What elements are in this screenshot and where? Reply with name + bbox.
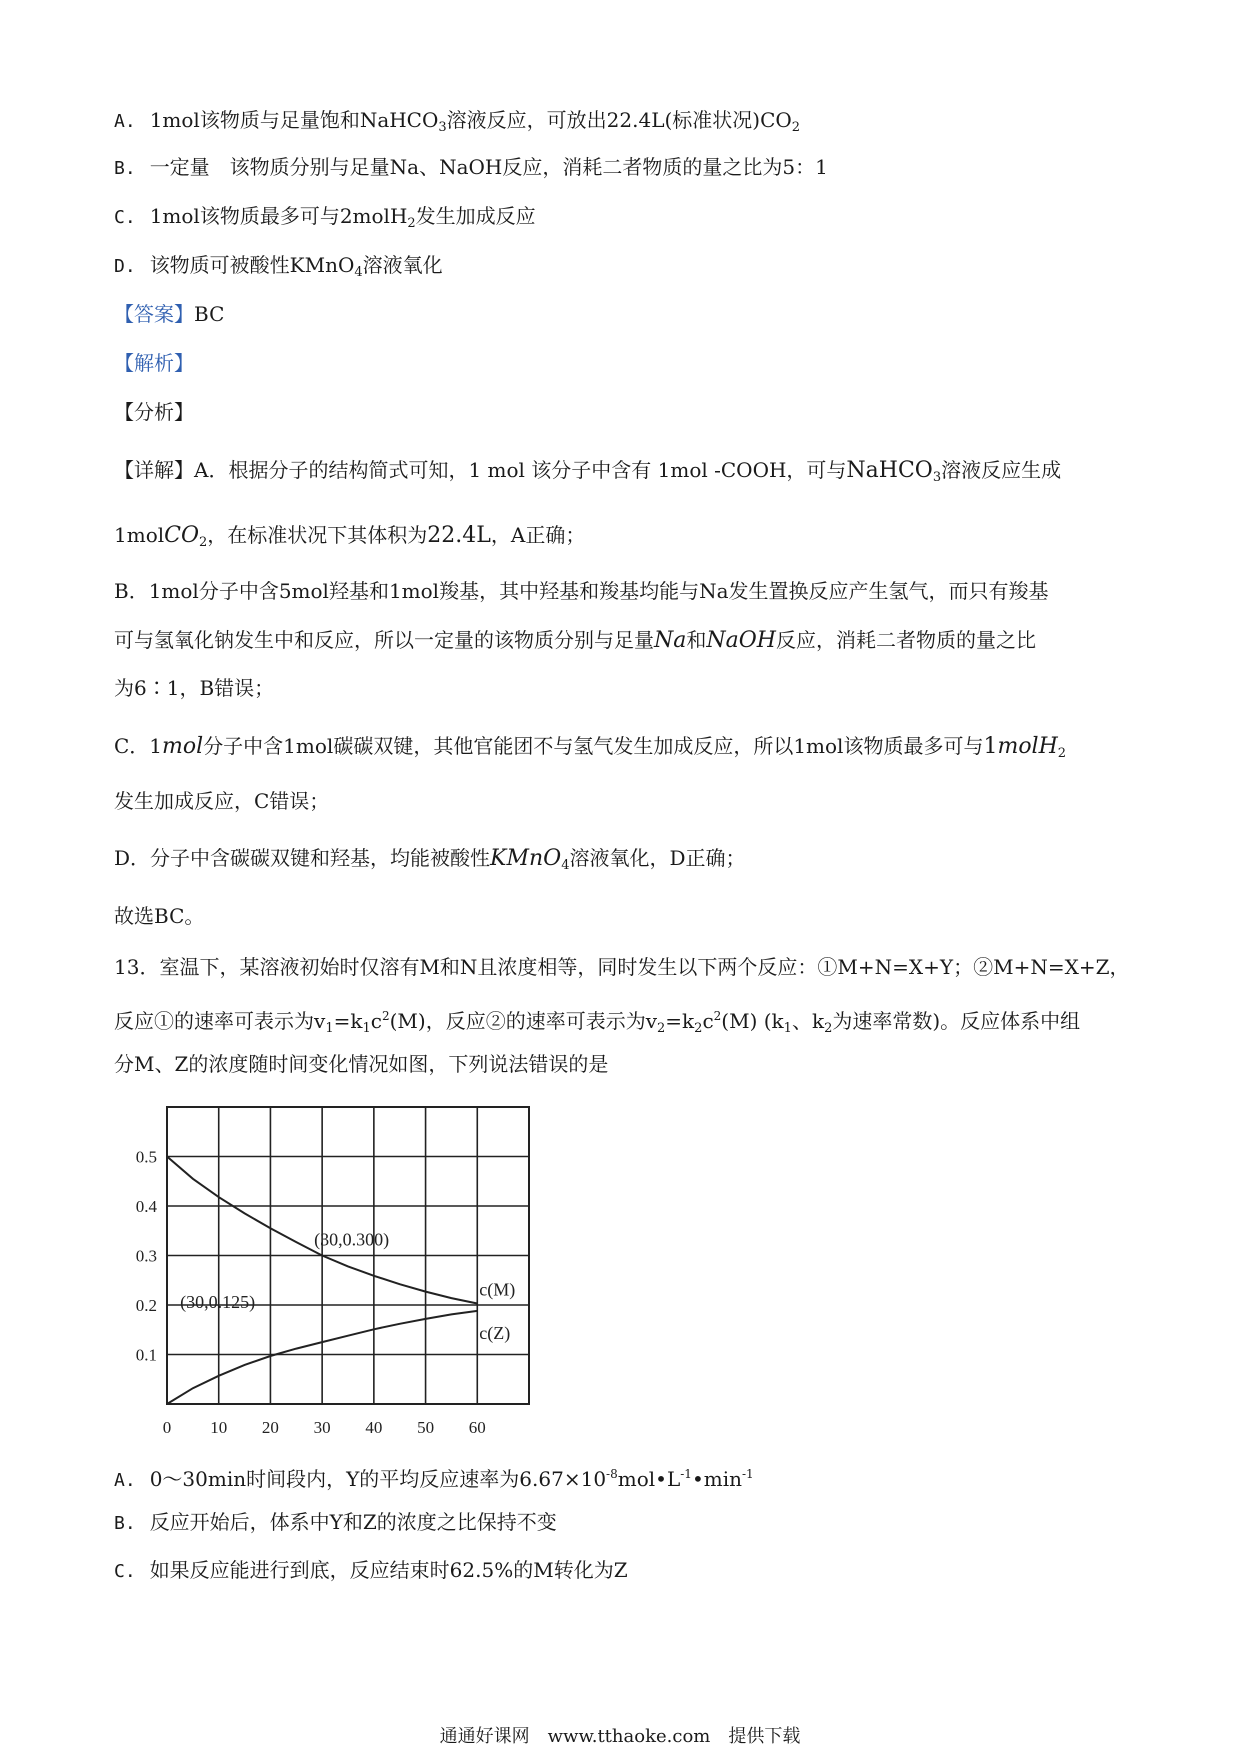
answer-value: BC (194, 302, 225, 326)
q13-line1: 13．室温下，某溶液初始时仅溶有M和N且浓度相等，同时发生以下两个反应：①M+N=X+Y；②M+N=X+Z， (114, 955, 1130, 979)
detail-b-line1: B．1mol分子中含5mol羟基和1mol羧基，其中羟基和羧基均能与Na发生置换反应产生氢气，而只有羧基 (114, 579, 1049, 603)
x-tick-label: 40 (365, 1418, 383, 1437)
concentration-chart (115, 1100, 555, 1440)
series-label: c(M) (479, 1279, 516, 1300)
detail-c-line2: 发生加成反应，C错误； (114, 789, 330, 813)
y-tick-label: 0.3 (135, 1246, 157, 1266)
x-tick-label: 10 (210, 1418, 228, 1437)
x-tick-label: 0 (162, 1418, 172, 1437)
option-c: C. 1mol该物质最多可与2molH$_2$发生加成反应 (114, 204, 536, 231)
conclusion: 故选BC。 (114, 904, 205, 928)
jiexi-heading: 【解析】 (114, 351, 194, 375)
option-d: D. 该物质可被酸性KMnO$_4$溶液氧化 (114, 253, 443, 280)
detail-b-line3: 为6∶1，B错误； (114, 676, 275, 700)
option-b: B. 一定量 该物质分别与足量Na、NaOH反应，消耗二者物质的量之比为5：1 (114, 155, 828, 179)
footer: 通通好课网 www.tthaoke.com 提供下载 (439, 1726, 801, 1747)
x-tick-label: 50 (417, 1418, 435, 1437)
x-tick-label: 20 (261, 1418, 279, 1437)
y-tick-label: 0.2 (135, 1296, 157, 1315)
detail-a-line1: 【详解】A．根据分子的结构简式可知，1 mol 该分子中含有 1mol -COOH，可与NaHCO$_3$溶液反应生成 (114, 458, 1062, 485)
detail-c-line1: C．1mol分子中含1mol碳碳双键，其他官能团不与氢气发生加成反应，所以1mol该物质最多可与1molH$_2$ (114, 734, 1067, 761)
detail-b-line2: 可与氢氧化钠发生中和反应，所以一定量的该物质分别与足量Na和NaOH反应，消耗二者物质的量之比 (114, 628, 1036, 653)
fenxi-heading: 【分析】 (114, 400, 194, 424)
point-annotation: (30,0.300) (314, 1229, 390, 1250)
point-annotation: (30,0.125) (180, 1292, 256, 1313)
q13-option-c: C. 如果反应能进行到底，反应结束时62.5%的M转化为Z (114, 1558, 628, 1582)
q13-line3: 分M、Z的浓度随时间变化情况如图，下列说法错误的是 (114, 1052, 609, 1076)
q13-line2: 反应①的速率可表示为$v_1=k_1c^2(M)$，反应②的速率可表示为$v_2=k_2c^2(M)$ ($k_1$、$k_2$为速率常数)。反应体系中组 (114, 1009, 1081, 1036)
detail-d-line1: D．分子中含碳碳双键和羟基，均能被酸性KMnO$_4$溶液氧化，D正确； (114, 846, 746, 873)
answer-tag: 【答案】 (114, 302, 194, 326)
y-tick-label: 0.1 (135, 1345, 157, 1365)
x-tick-label: 30 (313, 1418, 331, 1437)
option-a: A. 1mol该物质与足量饱和NaHCO$_3$溶液反应，可放出22.4L(标准状况)$CO_2$ (114, 108, 801, 135)
x-tick-label: 60 (468, 1418, 486, 1437)
series-label: c(Z) (479, 1322, 511, 1343)
y-tick-label: 0.5 (135, 1147, 157, 1167)
q13-option-a: A. 0～30min时间段内，Y的平均反应速率为$6.67\times 10^{-8}mol•L^{-1}•\min^{-1}$ (114, 1467, 754, 1491)
y-tick-label: 0.4 (135, 1197, 157, 1216)
q13-option-b: B. 反应开始后，体系中Y和Z的浓度之比保持不变 (114, 1510, 557, 1534)
detail-a-line2: 1molCO$_2$，在标准状况下其体积为22.4L，A正确； (114, 523, 586, 550)
answer-line (114, 300, 224, 328)
